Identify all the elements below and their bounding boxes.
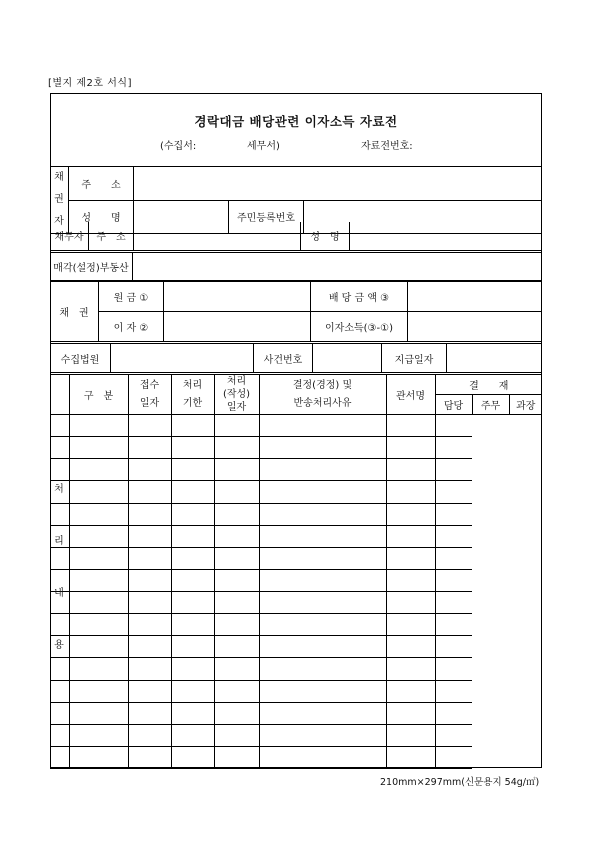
approval-header: 결 재 <box>435 375 542 395</box>
approval-chief-header: 주무 <box>472 395 509 415</box>
approval-staff-header: 담당 <box>435 395 472 415</box>
processing-row <box>51 658 543 680</box>
processing-cell[interactable] <box>214 569 259 591</box>
col-decision-header: 결정(경정) 및 반송처리사유 <box>259 375 386 415</box>
processing-cell[interactable] <box>435 481 472 503</box>
processing-cell[interactable] <box>435 437 472 459</box>
processing-cell[interactable] <box>386 459 435 481</box>
processing-cell[interactable] <box>128 702 171 724</box>
processing-cell[interactable] <box>435 592 472 614</box>
processing-cell[interactable] <box>214 415 259 437</box>
bond-label: 채 권 <box>50 282 99 342</box>
processing-cell[interactable] <box>386 547 435 569</box>
court-field[interactable] <box>111 344 254 373</box>
processing-cell[interactable] <box>259 503 386 525</box>
processing-cell[interactable] <box>171 459 214 481</box>
processing-cell[interactable] <box>259 569 386 591</box>
processing-cell[interactable] <box>128 459 171 481</box>
processing-cell[interactable] <box>171 481 214 503</box>
processing-cell[interactable] <box>259 746 386 768</box>
court-label: 수집법원 <box>50 344 111 373</box>
processing-cell[interactable] <box>259 437 386 459</box>
interest-field[interactable] <box>164 312 311 342</box>
processing-cell[interactable] <box>435 459 472 481</box>
processing-row <box>51 547 543 569</box>
creditor-address-field[interactable] <box>134 167 543 201</box>
processing-cell[interactable] <box>51 724 70 746</box>
processing-cell[interactable] <box>128 415 171 437</box>
processing-cell[interactable] <box>435 525 472 547</box>
debtor-name-label: 성 명 <box>301 222 350 250</box>
processing-row <box>51 437 543 459</box>
processing-cell[interactable] <box>51 702 70 724</box>
processing-cell[interactable] <box>259 636 386 658</box>
processing-cell[interactable] <box>435 547 472 569</box>
processing-cell[interactable] <box>171 746 214 768</box>
processing-cell[interactable] <box>214 658 259 680</box>
debtor-address-field[interactable] <box>134 222 301 250</box>
debtor-name-field[interactable] <box>350 222 543 250</box>
processing-cell[interactable] <box>214 503 259 525</box>
processing-cell[interactable] <box>51 415 70 437</box>
processing-cell[interactable] <box>214 724 259 746</box>
processing-row <box>51 569 543 591</box>
processing-cell[interactable] <box>69 459 128 481</box>
interest-income-field[interactable] <box>408 312 543 342</box>
processing-row <box>51 592 543 614</box>
processing-cell[interactable] <box>386 724 435 746</box>
processing-cell[interactable] <box>386 680 435 702</box>
processing-cell[interactable] <box>386 658 435 680</box>
processing-row <box>51 459 543 481</box>
processing-cell[interactable] <box>386 503 435 525</box>
processing-cell[interactable] <box>259 459 386 481</box>
processing-section-cell <box>51 375 70 415</box>
processing-cell[interactable] <box>171 569 214 591</box>
processing-row <box>51 746 543 768</box>
processing-cell[interactable] <box>259 481 386 503</box>
processing-cell[interactable] <box>435 658 472 680</box>
processing-cell[interactable] <box>214 592 259 614</box>
processing-cell[interactable] <box>386 636 435 658</box>
processing-cell[interactable] <box>259 724 386 746</box>
processing-cell[interactable] <box>69 658 128 680</box>
case-number-label: 사건번호 <box>254 344 313 373</box>
processing-cell[interactable] <box>69 680 128 702</box>
processing-cell[interactable] <box>259 415 386 437</box>
processing-cell[interactable] <box>171 415 214 437</box>
payment-date-label: 지급일자 <box>382 344 447 373</box>
processing-cell[interactable] <box>386 614 435 636</box>
form-title: 경락대금 배당관련 이자소득 자료전 <box>194 114 398 129</box>
processing-cell[interactable] <box>128 746 171 768</box>
processing-cell[interactable] <box>128 437 171 459</box>
processing-cell[interactable] <box>214 459 259 481</box>
dividend-label: 배 당 금 액 ③ <box>311 282 408 312</box>
tax-office-label: 세무서) <box>247 141 280 152</box>
principal-label: 원 금 ① <box>99 282 164 312</box>
processing-row <box>51 481 543 503</box>
processing-cell[interactable] <box>171 680 214 702</box>
paper-spec: 210mm×297mm(신문용지 54g/㎡) <box>380 777 540 788</box>
processing-cell[interactable] <box>435 680 472 702</box>
processing-cell[interactable] <box>259 614 386 636</box>
processing-row <box>51 614 543 636</box>
processing-cell[interactable] <box>51 437 70 459</box>
processing-cell[interactable] <box>171 503 214 525</box>
processing-cell[interactable] <box>69 724 128 746</box>
processing-cell[interactable] <box>171 702 214 724</box>
processing-cell[interactable] <box>214 525 259 547</box>
property-table <box>50 252 542 281</box>
col-office-header: 관서명 <box>386 375 435 415</box>
processing-cell[interactable] <box>51 459 70 481</box>
processing-row <box>51 636 543 658</box>
processing-cell[interactable] <box>128 569 171 591</box>
processing-cell[interactable] <box>171 724 214 746</box>
processing-cell[interactable] <box>386 525 435 547</box>
processing-row <box>51 702 543 724</box>
processing-cell[interactable] <box>214 746 259 768</box>
processing-row <box>51 680 543 702</box>
interest-income-label: 이자소득(③-①) <box>311 312 408 342</box>
processing-cell[interactable] <box>386 569 435 591</box>
bond-table <box>50 281 542 342</box>
interest-label: 이 자 ② <box>99 312 164 342</box>
creditor-name-label: 성 명 <box>69 200 134 234</box>
processing-cell[interactable] <box>69 437 128 459</box>
processing-cell[interactable] <box>259 680 386 702</box>
principal-field[interactable] <box>164 282 311 312</box>
processing-cell[interactable] <box>259 592 386 614</box>
payment-date-field[interactable] <box>447 344 543 373</box>
processing-cell[interactable] <box>128 724 171 746</box>
form-number: [별지 제2호 서식] <box>48 78 132 89</box>
processing-cell[interactable] <box>386 746 435 768</box>
processing-cell[interactable] <box>171 658 214 680</box>
processing-cell[interactable] <box>259 702 386 724</box>
processing-row <box>51 503 543 525</box>
col-receipt-date-header: 접수 일자 <box>128 375 171 415</box>
processing-cell[interactable] <box>386 481 435 503</box>
processing-cell[interactable] <box>128 547 171 569</box>
processing-cell[interactable] <box>214 481 259 503</box>
processing-cell[interactable] <box>128 680 171 702</box>
processing-cell[interactable] <box>386 592 435 614</box>
collector-label: (수집서: <box>160 141 197 152</box>
processing-cell[interactable] <box>435 569 472 591</box>
processing-cell[interactable] <box>435 614 472 636</box>
processing-cell[interactable] <box>386 437 435 459</box>
processing-cell[interactable] <box>69 702 128 724</box>
processing-cell[interactable] <box>128 481 171 503</box>
processing-cell[interactable] <box>259 547 386 569</box>
processing-cell[interactable] <box>128 614 171 636</box>
processing-cell[interactable] <box>214 636 259 658</box>
processing-cell[interactable] <box>171 636 214 658</box>
processing-cell[interactable] <box>128 658 171 680</box>
processing-cell[interactable] <box>171 547 214 569</box>
debtor-address-label: 주 소 <box>89 222 134 250</box>
processing-cell[interactable] <box>386 415 435 437</box>
processing-cell[interactable] <box>128 592 171 614</box>
processing-cell[interactable] <box>69 525 128 547</box>
processing-cell[interactable] <box>171 592 214 614</box>
creditor-section-label: 채 권 자 <box>50 167 69 234</box>
creditor-address-label: 주 소 <box>69 167 134 201</box>
processing-cell[interactable] <box>435 415 472 437</box>
processing-cell[interactable] <box>69 569 128 591</box>
processing-cell[interactable] <box>214 702 259 724</box>
court-table <box>50 343 542 373</box>
processing-cell[interactable] <box>259 525 386 547</box>
creditor-id-label: 주민등록번호 <box>229 200 304 234</box>
col-deadline-header: 처리 기한 <box>171 375 214 415</box>
processing-cell[interactable] <box>69 415 128 437</box>
processing-cell[interactable] <box>214 614 259 636</box>
col-written-date-header: 처리 (작성) 일자 <box>214 375 259 415</box>
processing-cell[interactable] <box>69 547 128 569</box>
approval-manager-header: 과장 <box>509 395 542 415</box>
processing-cell[interactable] <box>128 503 171 525</box>
processing-cell[interactable] <box>214 547 259 569</box>
debtor-label: 채무자 <box>50 222 89 250</box>
processing-cell[interactable] <box>259 658 386 680</box>
processing-cell[interactable] <box>171 437 214 459</box>
case-number-field[interactable] <box>313 344 382 373</box>
processing-cell[interactable] <box>435 503 472 525</box>
processing-cell[interactable] <box>435 746 472 768</box>
processing-cell[interactable] <box>171 525 214 547</box>
processing-cell[interactable] <box>69 481 128 503</box>
processing-cell[interactable] <box>128 636 171 658</box>
processing-row <box>51 724 543 746</box>
processing-cell[interactable] <box>69 636 128 658</box>
processing-cell[interactable] <box>435 724 472 746</box>
processing-cell[interactable] <box>69 592 128 614</box>
debtor-table <box>50 222 542 251</box>
processing-cell[interactable] <box>69 746 128 768</box>
processing-section-label: 처 리 내 용 <box>54 484 64 651</box>
property-field[interactable] <box>133 253 543 281</box>
col-category-header: 구 분 <box>69 375 128 415</box>
processing-cell[interactable] <box>69 503 128 525</box>
processing-row <box>51 525 543 547</box>
processing-cell[interactable] <box>386 702 435 724</box>
processing-cell[interactable] <box>171 614 214 636</box>
processing-cell[interactable] <box>435 636 472 658</box>
processing-cell[interactable] <box>128 525 171 547</box>
processing-cell[interactable] <box>214 437 259 459</box>
dividend-field[interactable] <box>408 282 543 312</box>
processing-cell[interactable] <box>51 746 70 768</box>
processing-row <box>51 415 543 437</box>
processing-table <box>50 374 542 769</box>
property-label: 매각(설정)부동산 <box>50 253 133 281</box>
processing-cell[interactable] <box>214 680 259 702</box>
document-number-label: 자료전번호: <box>361 141 413 152</box>
processing-cell[interactable] <box>435 702 472 724</box>
processing-cell[interactable] <box>69 614 128 636</box>
